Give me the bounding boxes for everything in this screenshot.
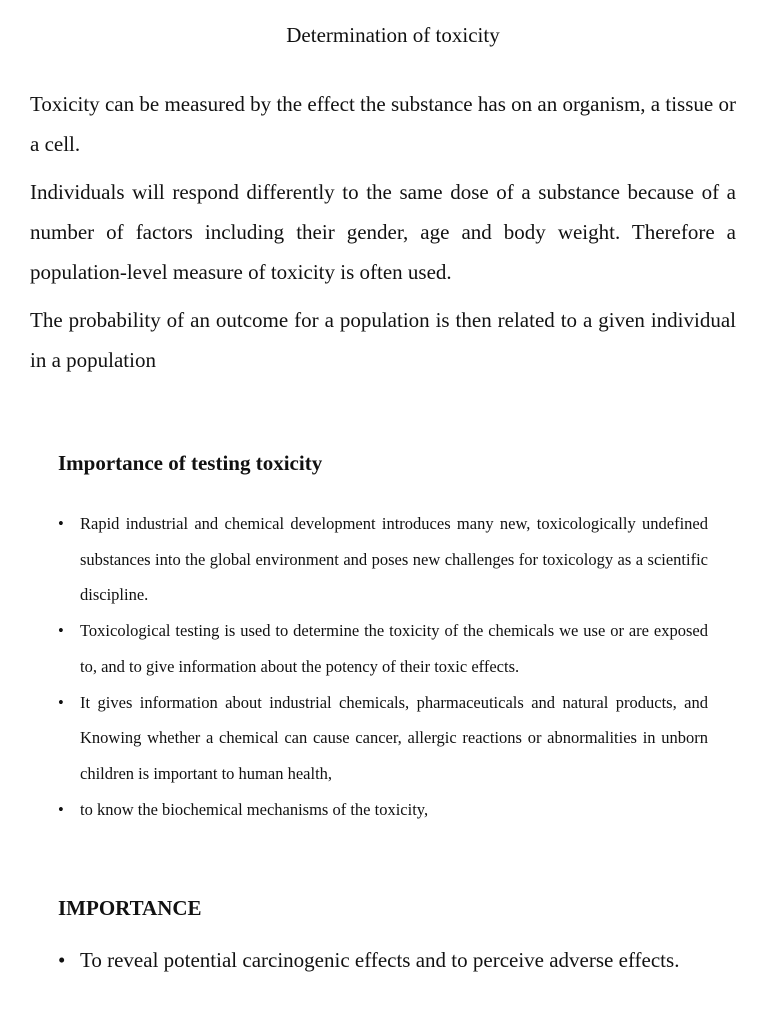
bullet-icon: • [58, 514, 64, 533]
section-heading-importance: IMPORTANCE [58, 896, 202, 920]
importance-list [58, 940, 708, 980]
document-title: Determination of toxicity [286, 23, 500, 47]
list-item [58, 792, 708, 828]
bullet-icon: • [58, 692, 64, 712]
list-item [58, 685, 708, 792]
list-item [58, 613, 708, 684]
bullet-icon: • [58, 948, 66, 972]
list-item [58, 940, 708, 980]
intro-section [30, 84, 736, 388]
list-item [58, 506, 708, 613]
list-item-text: Rapid industrial and chemical development introduces many new, toxicologically undefined substances into the global environment and poses new challenges for toxicology as a scientific discipline. [80, 514, 708, 605]
bullet-icon: • [58, 621, 64, 641]
list-item-text: It gives information about industrial chemicals, pharmaceuticals and natural products, and Knowing whether a chemical can cause cancer, allergic reactions or abnormalities in unborn children is important to human health, [80, 692, 708, 783]
list-item-text: to know the biochemical mechanisms of the toxicity, [80, 799, 429, 819]
intro-paragraph: Individuals will respond differently to the same dose of a substance because of a number of factors including their gender, age and body weight. Therefore a population-level measure of toxicity is often used. [30, 180, 736, 284]
section-heading-importance-of-testing: Importance of testing toxicity [58, 451, 323, 475]
importance-testing-list [58, 506, 708, 827]
bullet-icon: • [58, 799, 64, 819]
list-item-text: Toxicological testing is used to determine the toxicity of the chemicals we use or are exposed to, and to give information about the potency of their toxic effects. [80, 621, 708, 676]
intro-paragraph: The probability of an outcome for a population is then related to a given individual in a population [30, 308, 736, 372]
list-item-text: To reveal potential carcinogenic effects and to perceive adverse effects. [80, 948, 680, 972]
intro-paragraph: Toxicity can be measured by the effect the substance has on an organism, a tissue or a cell. [30, 92, 736, 156]
